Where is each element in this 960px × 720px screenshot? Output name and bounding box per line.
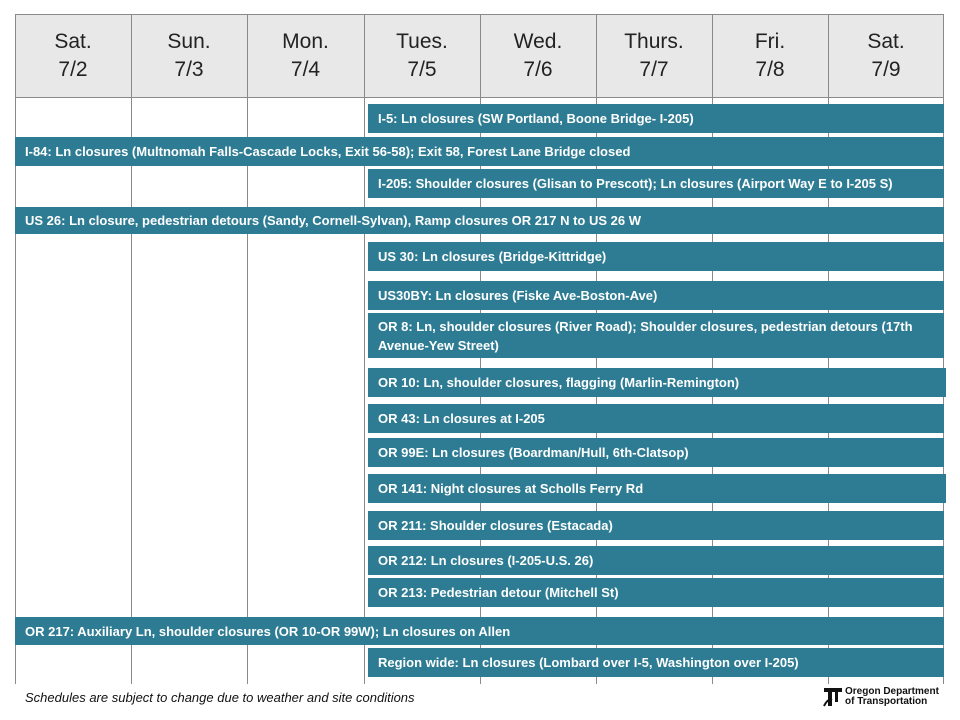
day-date: 7/3 <box>174 58 204 81</box>
column-divider <box>15 14 16 684</box>
day-name: Sat. <box>54 30 92 53</box>
odot-logo-text <box>845 687 939 707</box>
closure-bar-region-wide: Region wide: Ln closures (Lombard over I-5, Washington over I-205) <box>368 648 944 677</box>
day-name: Fri. <box>754 30 786 53</box>
day-date: 7/4 <box>290 58 321 81</box>
closure-bar-or141: OR 141: Night closures at Scholls Ferry Rd <box>368 474 946 503</box>
footer-note: Schedules are subject to change due to weather and site conditions <box>25 690 415 705</box>
day-header-sat-7-9 <box>828 15 944 97</box>
closure-bar-i84: I-84: Ln closures (Multnomah Falls-Cascade Locks, Exit 56-58); Exit 58, Forest Lane Bridge closed <box>15 137 944 166</box>
closure-bar-or212: OR 212: Ln closures (I-205-U.S. 26) <box>368 546 944 575</box>
closure-bar-or217: OR 217: Auxiliary Ln, shoulder closures (OR 10-OR 99W); Ln closures on Allen <box>15 617 944 645</box>
odot-logo <box>822 686 942 712</box>
closure-bar-i5: I-5: Ln closures (SW Portland, Boone Bridge- I-205) <box>368 104 944 133</box>
odot-logo-line2: of Transportation <box>845 696 928 707</box>
odot-logo-mark-icon <box>822 686 844 708</box>
day-name: Thurs. <box>624 30 684 53</box>
closure-bar-or10: OR 10: Ln, shoulder closures, flagging (Marlin-Remington) <box>368 368 946 397</box>
column-divider <box>131 14 132 684</box>
day-header-tues-7-5 <box>364 15 480 97</box>
day-header-sun-7-3 <box>131 15 247 97</box>
closure-bar-or43: OR 43: Ln closures at I-205 <box>368 404 944 433</box>
day-header-sat-7-2 <box>15 15 131 97</box>
closure-bar-or211: OR 211: Shoulder closures (Estacada) <box>368 511 944 540</box>
day-name: Wed. <box>513 30 563 53</box>
day-date: 7/6 <box>523 58 553 81</box>
day-date: 7/7 <box>639 58 669 81</box>
column-divider <box>247 14 248 684</box>
day-date: 7/2 <box>58 58 88 81</box>
day-header-mon-7-4 <box>247 15 364 97</box>
day-header-wed-7-6 <box>480 15 596 97</box>
day-name: Mon. <box>282 30 329 53</box>
closure-bar-i205: I-205: Shoulder closures (Glisan to Prescott); Ln closures (Airport Way E to I-205 S) <box>368 169 944 198</box>
day-date: 7/9 <box>871 58 901 81</box>
closure-bar-or99e: OR 99E: Ln closures (Boardman/Hull, 6th-Clatsop) <box>368 438 944 467</box>
day-date: 7/5 <box>407 58 437 81</box>
column-divider <box>364 14 365 684</box>
day-header-thurs-7-7 <box>596 15 712 97</box>
schedule-grid <box>15 14 944 684</box>
day-name: Sat. <box>867 30 905 53</box>
day-name: Tues. <box>396 30 448 53</box>
closure-bar-or213: OR 213: Pedestrian detour (Mitchell St) <box>368 578 944 607</box>
closure-bar-us26: US 26: Ln closure, pedestrian detours (Sandy, Cornell-Sylvan), Ramp closures OR 217 N to US 26 W <box>15 207 944 234</box>
closure-bar-or8: OR 8: Ln, shoulder closures (River Road); Shoulder closures, pedestrian detours (17th Avenue-Yew Street) <box>368 313 944 358</box>
odot-logo-line1: Oregon Department <box>845 686 939 697</box>
day-name: Sun. <box>167 30 211 53</box>
day-header-fri-7-8 <box>712 15 828 97</box>
day-date: 7/8 <box>755 58 785 81</box>
closure-bar-us30: US 30: Ln closures (Bridge-Kittridge) <box>368 242 944 271</box>
closure-bar-us30by: US30BY: Ln closures (Fiske Ave-Boston-Ave) <box>368 281 944 310</box>
